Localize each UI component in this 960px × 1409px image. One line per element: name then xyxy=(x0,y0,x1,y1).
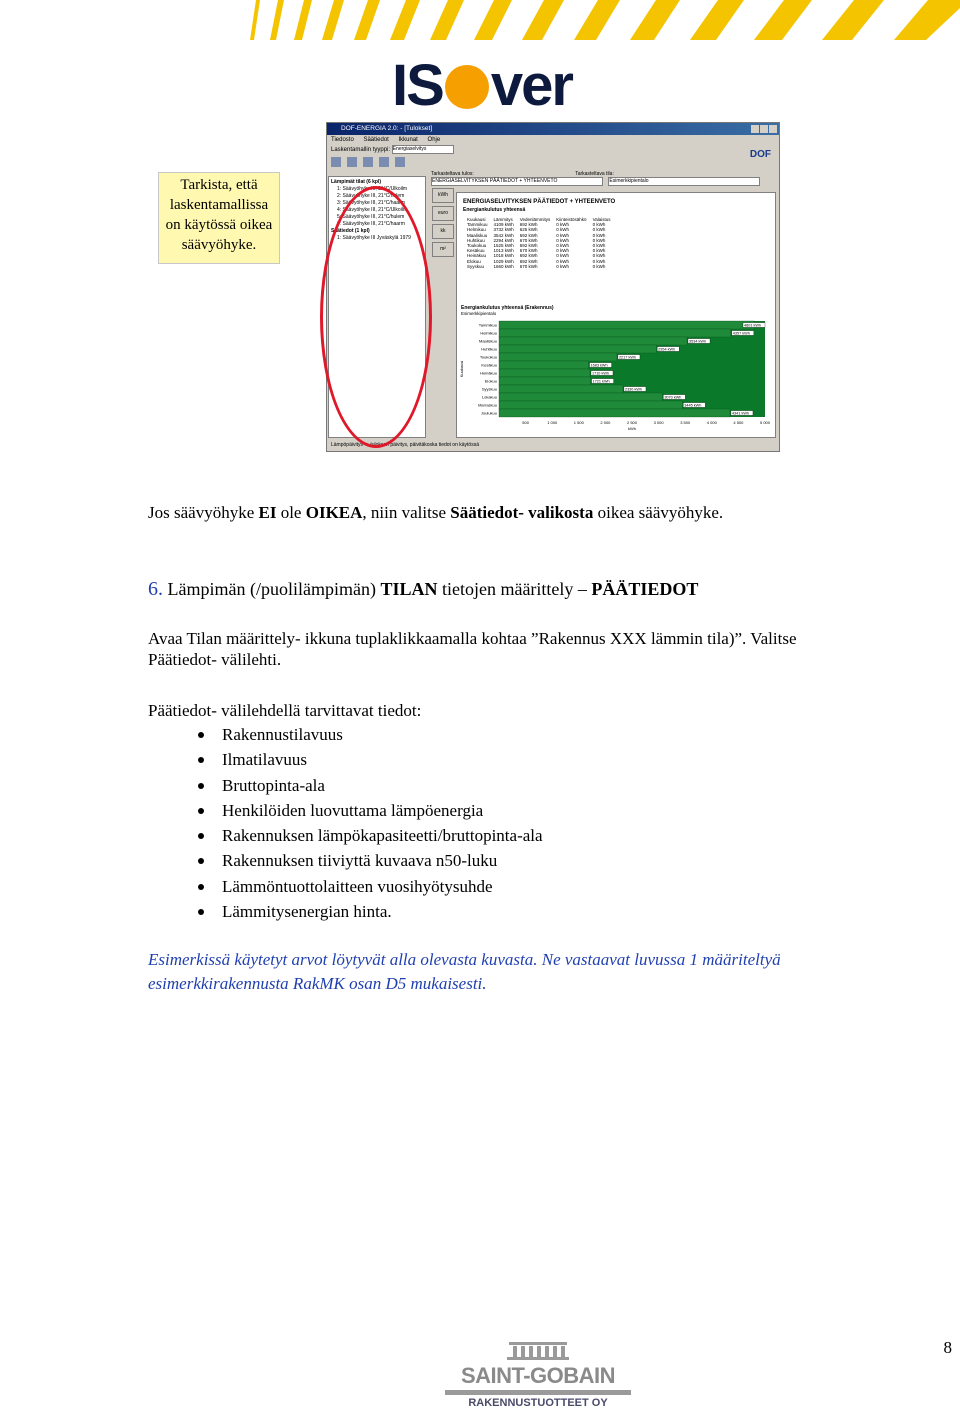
list-item: Rakennuksen tiiviyttä kuvaava n50-luku xyxy=(148,848,543,873)
list-item: Lämmitysenergian hinta. xyxy=(148,899,543,924)
category-label: Heinäkuu xyxy=(480,370,497,376)
table-cell: Helmikuu xyxy=(467,227,486,233)
table-cell: 692 kWh xyxy=(519,222,538,228)
zone-note xyxy=(148,502,723,523)
table-cell: 0 kWh xyxy=(556,222,570,228)
table-header-cell: Valaistus xyxy=(592,217,611,222)
minimize-icon[interactable] xyxy=(751,125,759,133)
tree-item[interactable]: 4: Säävyöhyke III, 21°C/Ulkoilm xyxy=(337,207,408,213)
page-number: 8 xyxy=(943,1338,952,1357)
tree-item[interactable]: 6: Säävyöhyke III, 21°C/haarm xyxy=(337,221,405,227)
tree-item[interactable]: 1: Säävyöhyke III Jyväskylä 1979 xyxy=(337,235,411,241)
table-cell: 0 kWh xyxy=(556,243,570,249)
value-label: 2954 kWh xyxy=(658,347,676,352)
table-cell: 0 kWh xyxy=(592,248,606,254)
x-tick-label: 1 500 xyxy=(573,420,584,425)
chart-bar xyxy=(499,385,623,393)
table-cell: 0 kWh xyxy=(592,227,606,233)
x-tick-label: 4 500 xyxy=(733,420,744,425)
category-label: Kesäkuu xyxy=(481,362,497,368)
settings-icon[interactable] xyxy=(395,157,405,167)
table-cell: 1018 kWh xyxy=(493,253,514,259)
x-tick-label: 3 500 xyxy=(680,420,691,425)
x-axis-label: kWh xyxy=(628,426,636,431)
category-label: Marraskuu xyxy=(478,402,497,408)
tree-item[interactable]: 5: Säävyöhyke III, 21°C/hulem xyxy=(337,214,405,220)
value-label: 4801 kWh xyxy=(744,323,762,328)
table-cell: Huhtikuu xyxy=(467,237,485,243)
value-label: 1683 kWh xyxy=(590,363,608,368)
table-cell: 692 kWh xyxy=(519,253,538,259)
table-cell: Elokuu xyxy=(467,258,481,264)
list-item: Henkilöiden luovuttama lämpöenergia xyxy=(148,798,543,823)
report-pane xyxy=(456,192,776,438)
app-toolbar xyxy=(327,145,779,169)
close-icon[interactable] xyxy=(769,125,777,133)
kk-button[interactable]: kk xyxy=(432,224,454,239)
app-titlebar xyxy=(327,123,779,135)
table-cell: Heinäkuu xyxy=(467,253,487,259)
list-item: Rakennustilavuus xyxy=(148,722,543,747)
saint-gobain-logo xyxy=(445,1338,631,1409)
header-stripes xyxy=(250,0,960,40)
table-cell: 625 kWh xyxy=(519,227,538,233)
highlight-oval xyxy=(320,186,432,448)
x-tick-label: 1 000 xyxy=(547,420,558,425)
text-run: oikea säävyöhyke. xyxy=(593,503,724,522)
chart-bar xyxy=(499,361,589,369)
text-run: Lämpimän (/puolilämpimän) xyxy=(163,579,381,599)
calc-type-label: Laskentamallin tyyppi: xyxy=(331,147,391,154)
value-label: 4357 kWh xyxy=(732,331,750,336)
category-label: Elokuu xyxy=(484,378,497,384)
table-cell: 0 kWh xyxy=(592,253,606,259)
callout-line: laskentamallissa xyxy=(169,197,269,213)
value-label: 3070 kWh xyxy=(664,395,682,400)
chart-bar xyxy=(499,409,730,417)
required-fields-list xyxy=(148,722,543,924)
section-number: 6. xyxy=(148,578,163,600)
table-header-cell: Kiinteistösähkö xyxy=(556,217,587,222)
chart-bar xyxy=(499,321,754,329)
tree-item[interactable]: 1: Säävyöhyke III, 21°C/Ulkoilm xyxy=(337,186,408,192)
table-cell: 0 kWh xyxy=(556,258,570,264)
menu-item[interactable]: Ohje xyxy=(427,137,441,143)
text-bold: OIKEA xyxy=(305,503,363,522)
value-label: 3534 kWh xyxy=(689,339,707,344)
home-icon[interactable] xyxy=(379,157,389,167)
category-label: Tammikuu xyxy=(478,322,497,328)
text-run: tietojen määrittely – xyxy=(437,579,592,599)
chart-bar xyxy=(499,337,687,345)
text-line: esimerkkirakennusta RakMK osan D5 mukaisesti. xyxy=(148,974,487,993)
new-icon[interactable] xyxy=(331,157,341,167)
table-cell: Tammikuu xyxy=(467,222,488,228)
menu-item[interactable]: Säätiedot xyxy=(363,137,389,143)
report-title: ENERGIASELVITYKSEN PÄÄTIEDOT + YHTEENVETO xyxy=(463,199,616,205)
chart-bar xyxy=(499,345,656,353)
example-note xyxy=(148,948,960,996)
chart-subtitle: Esimerkkipientalo xyxy=(461,311,497,316)
chart-bar xyxy=(499,369,590,377)
brand-sub: RAKENNUSTUOTTEET OY xyxy=(468,1397,608,1409)
table-cell: Maaliskuu xyxy=(467,232,488,238)
m2-button[interactable]: m² xyxy=(432,242,454,257)
energy-chart xyxy=(457,301,775,438)
menu-item[interactable]: Tiedosto xyxy=(331,137,354,143)
value-label: 3445 kWh xyxy=(684,403,702,408)
category-label: Syyskuu xyxy=(481,386,497,392)
side-buttons xyxy=(432,188,452,260)
text-line: Päätiedot- välilehti. xyxy=(148,650,282,669)
x-tick-label: 3 000 xyxy=(653,420,664,425)
kwh-button[interactable]: kWh xyxy=(432,188,454,203)
text-bold: EI xyxy=(258,503,277,522)
callout-note xyxy=(158,172,280,264)
category-label: Lokakuu xyxy=(481,394,497,400)
tree-item[interactable]: 2: Säävyöhyke III, 21°C/hulem xyxy=(337,193,405,199)
dof-brand: DOF xyxy=(749,149,771,160)
table-cell: 0 kWh xyxy=(556,232,570,238)
report-label: Tarkasteltava tulos: xyxy=(431,171,474,177)
category-label: Toukokuu xyxy=(479,354,497,360)
table-cell: 692 kWh xyxy=(519,258,538,264)
chart-bar xyxy=(499,329,731,337)
tree-item[interactable]: 3: Säävyöhyke III, 21°C/haarm xyxy=(337,200,405,206)
table-cell: 0 kWh xyxy=(556,263,570,269)
table-cell: 692 kWh xyxy=(519,232,538,238)
table-cell: 0 kWh xyxy=(556,227,570,233)
chart-bar xyxy=(499,401,682,409)
value-label: 4341 kWh xyxy=(731,411,750,416)
maximize-icon[interactable] xyxy=(760,125,768,133)
table-cell: 0 kWh xyxy=(556,237,570,243)
app-menubar xyxy=(327,135,779,145)
table-cell: 1029 kWh xyxy=(493,258,514,264)
table-cell: 3542 kWh xyxy=(493,232,514,238)
category-label: Joulukuu xyxy=(480,410,497,416)
table-cell: 692 kWh xyxy=(519,243,538,249)
list-item: Lämmöntuottolaitteen vuosihyötysuhde xyxy=(148,874,543,899)
table-cell: 4109 kWh xyxy=(493,222,514,228)
table-cell: 0 kWh xyxy=(592,243,606,249)
table-cell: Kesäkuu xyxy=(467,248,485,254)
report-table xyxy=(467,217,617,269)
state-label: Tarkasteltava tila: xyxy=(575,171,614,177)
chart-bar xyxy=(499,377,591,385)
text-run: ole xyxy=(276,503,306,522)
text-run: , niin valitse xyxy=(362,503,451,522)
chart-bar xyxy=(499,353,617,361)
table-cell: 0 kWh xyxy=(592,237,606,243)
save-icon[interactable] xyxy=(347,157,357,167)
table-cell: 0 kWh xyxy=(592,258,606,264)
table-cell: 0 kWh xyxy=(592,232,606,238)
chart-bar xyxy=(499,393,662,401)
table-row xyxy=(467,264,617,269)
menu-item[interactable]: Ikkunat xyxy=(398,137,418,143)
isover-logo: IS ver xyxy=(392,53,572,118)
callout-line: säävyöhyke. xyxy=(181,237,257,253)
text-bold: TILAN xyxy=(380,579,438,599)
category-label: Maaliskuu xyxy=(478,338,497,344)
chart-title: Energiankulutus yhteensä (Erakennus) xyxy=(461,305,554,311)
list-intro: Päätiedot- välilehdellä tarvittavat tiedot: xyxy=(148,701,422,720)
table-cell: 0 kWh xyxy=(556,248,570,254)
table-header-cell: Kuukausi xyxy=(467,217,486,222)
table-cell: Syyskuu xyxy=(467,263,485,269)
state-select[interactable]: Esimerkkipientalo xyxy=(608,177,760,186)
value-label: 1710 kWh xyxy=(591,371,610,376)
brand-name: SAINT-GOBAIN xyxy=(460,1363,616,1388)
table-header-cell: Lämmitys xyxy=(493,217,513,222)
x-tick-label: 2 000 xyxy=(600,420,611,425)
value-label: 2330 kWh xyxy=(624,387,643,392)
table-cell: 1013 kWh xyxy=(493,248,514,254)
list-item: Bruttopinta-ala xyxy=(148,773,543,798)
category-label: Helmikuu xyxy=(480,330,497,336)
print-icon[interactable] xyxy=(363,157,373,167)
x-tick-label: 500 xyxy=(522,420,529,425)
tree-item[interactable]: Säätiedot (1 kpl) xyxy=(331,228,370,234)
report-select[interactable]: ENERGIASELVITYKSEN PÄÄTIEDOT + YHTEENVETO xyxy=(431,177,603,186)
table-cell: 3732 kWh xyxy=(493,227,514,233)
section-heading xyxy=(148,578,698,601)
text-line: Esimerkissä käytetyt arvot löytyvät alla olevasta kuvasta. Ne vastaavat luvussa 1 määriteltyä xyxy=(148,950,781,969)
table-cell: 1525 kWh xyxy=(493,243,514,249)
table-cell: 670 kWh xyxy=(519,248,538,254)
list-item: Rakennuksen lämpökapasiteetti/bruttopinta-ala xyxy=(148,823,543,848)
table-cell: 1660 kWh xyxy=(493,263,514,269)
table-header-cell: Vedenlämmitys xyxy=(519,217,551,222)
y-axis-label: Kuukausi xyxy=(459,360,464,378)
list-item: Ilmatilavuus xyxy=(148,747,543,772)
text-run: Jos säävyöhyke xyxy=(148,503,259,522)
value-label: 2217 kWh xyxy=(618,355,637,360)
callout-line: on käytössä oikea xyxy=(165,217,273,233)
x-tick-label: 4 000 xyxy=(706,420,717,425)
tree-item[interactable]: Lämpimät tilat (6 kpl) xyxy=(331,179,382,185)
app-title: DOF-ENERGIA 2.0: - [Tulokset] xyxy=(341,125,433,132)
text-bold: Säätiedot- valikosta xyxy=(450,503,594,522)
table-cell: 670 kWh xyxy=(519,263,538,269)
value-label: 1721 kWh xyxy=(592,379,610,384)
text-line: Avaa Tilan määrittely- ikkuna tuplaklikkaamalla kohtaa ”Rakennus XXX lämmin tila)”. Valitse xyxy=(148,629,797,648)
report-subtitle: Energiankulutus yhteensä xyxy=(463,207,526,213)
x-tick-label: 5 000 xyxy=(759,420,771,425)
building-icon xyxy=(503,1338,573,1360)
table-cell: 0 kWh xyxy=(592,263,606,269)
paragraph-1 xyxy=(148,628,960,670)
euro-button[interactable]: euro xyxy=(432,206,454,221)
table-cell: 0 kWh xyxy=(592,222,606,228)
table-cell: Toukokuu xyxy=(467,243,487,249)
x-tick-label: 2 500 xyxy=(626,420,638,425)
table-cell: 2294 kWh xyxy=(493,237,514,243)
table-cell: 0 kWh xyxy=(556,253,570,259)
category-label: Huhtikuu xyxy=(481,346,497,352)
text-bold: PÄÄTIEDOT xyxy=(591,579,699,599)
calc-type-select[interactable]: Energiaselvitys xyxy=(392,145,454,154)
app-statusbar: Lämpöpäivitys -> tuloksen päivitys, päivitäkoska tiedot on käytössä xyxy=(327,440,779,450)
callout-line: Tarkista, että xyxy=(180,177,258,193)
table-cell: 670 kWh xyxy=(519,237,538,243)
